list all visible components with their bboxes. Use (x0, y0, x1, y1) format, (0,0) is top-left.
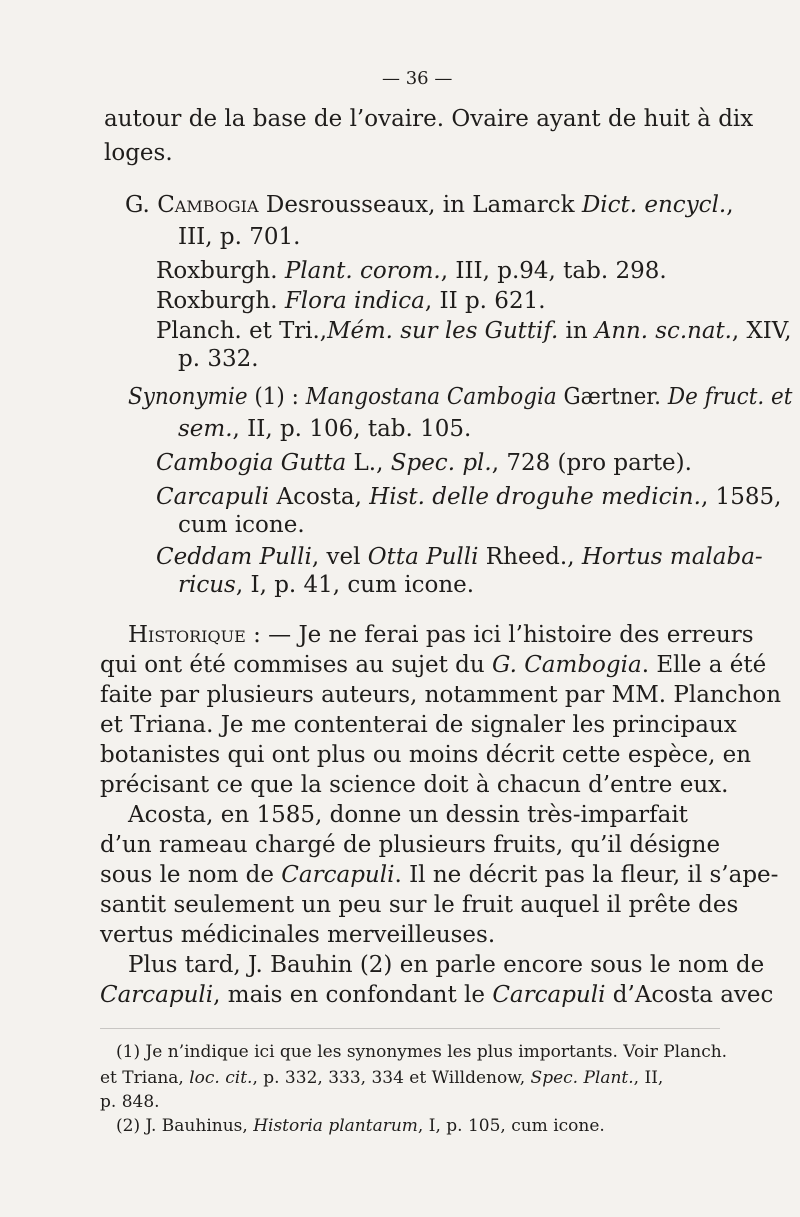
footnote: (1) Je n’indique ici que les synonymes les plus importants. Voir Planch. (116, 1042, 728, 1062)
genus-heading: G. Cambogia Desrousseaux, in Lamarck Dict. encycl., (125, 192, 734, 218)
acosta-line: d’un rameau chargé de plusieurs fruits, qu’il désigne (100, 832, 721, 858)
text-line: autour de la base de l’ovaire. Ovaire ayant de huit à dix (104, 106, 754, 132)
synonymie-line: Cambogia Gutta L., Spec. pl., 728 (pro parte). (156, 450, 692, 476)
synonymie-line: ricus, I, p. 41, cum icone. (178, 572, 475, 598)
synonymie-line: Carcapuli Acosta, Hist. delle droguhe medicin., 1585, (156, 484, 782, 510)
text-line: cum icone. (178, 512, 305, 538)
bauhin-line: Plus tard, J. Bauhin (2) en parle encore sous le nom de (128, 952, 765, 978)
footnote-divider (100, 1028, 720, 1029)
bauhin-line: Carcapuli, mais en confondant le Carcapuli d’Acosta avec (100, 982, 774, 1008)
acosta-line: Acosta, en 1585, donne un dessin très-imparfait (128, 802, 688, 828)
historique-line: botanistes qui ont plus ou moins décrit cette espèce, en (100, 742, 752, 768)
historique-line: faite par plusieurs auteurs, notamment par MM. Planchon (100, 682, 782, 708)
text-line: loges. (104, 140, 173, 166)
text-line: III, p. 701. (178, 224, 301, 250)
historique-line: précisant ce que la science doit à chacun d’entre eux. (100, 772, 729, 798)
reference-line: Planch. et Tri.,Mém. sur les Guttif. in Ann. sc.nat., XIV, (156, 318, 792, 344)
genus-name: Cambogia (157, 192, 259, 218)
footnote: p. 848. (100, 1092, 160, 1112)
historique-line: qui ont été commises au sujet du G. Cambogia. Elle a été (100, 652, 767, 678)
reference-line: Roxburgh. Flora indica, II p. 621. (156, 288, 546, 314)
acosta-line: sous le nom de Carcapuli. Il ne décrit pas la fleur, il s’ape- (100, 862, 779, 888)
historique-label: Historique (128, 622, 246, 648)
synonymie-line: Synonymie (1) : Mangostana Cambogia Gærtner. De fruct. et (128, 384, 793, 410)
historique-line: et Triana. Je me contenterai de signaler les principaux (100, 712, 737, 738)
footnote: (2) J. Bauhinus, Historia plantarum, I, p. 105, cum icone. (116, 1116, 605, 1136)
acosta-line: vertus médicinales merveilleuses. (100, 922, 496, 948)
reference-line: Roxburgh. Plant. corom., III, p.94, tab. 298. (156, 258, 667, 284)
acosta-line: santit seulement un peu sur le fruit auquel il prête des (100, 892, 739, 918)
text-line: p. 332. (178, 346, 259, 372)
synonymie-line: sem., II, p. 106, tab. 105. (178, 416, 472, 442)
footnote: et Triana, loc. cit., p. 332, 333, 334 et Willdenow, Spec. Plant., II, (100, 1068, 664, 1088)
synonymie-line: Ceddam Pulli, vel Otta Pulli Rheed., Hortus malaba- (156, 544, 763, 570)
historique-line: Historique : — Je ne ferai pas ici l’histoire des erreurs (128, 622, 754, 648)
page-number: — 36 — (382, 68, 453, 89)
